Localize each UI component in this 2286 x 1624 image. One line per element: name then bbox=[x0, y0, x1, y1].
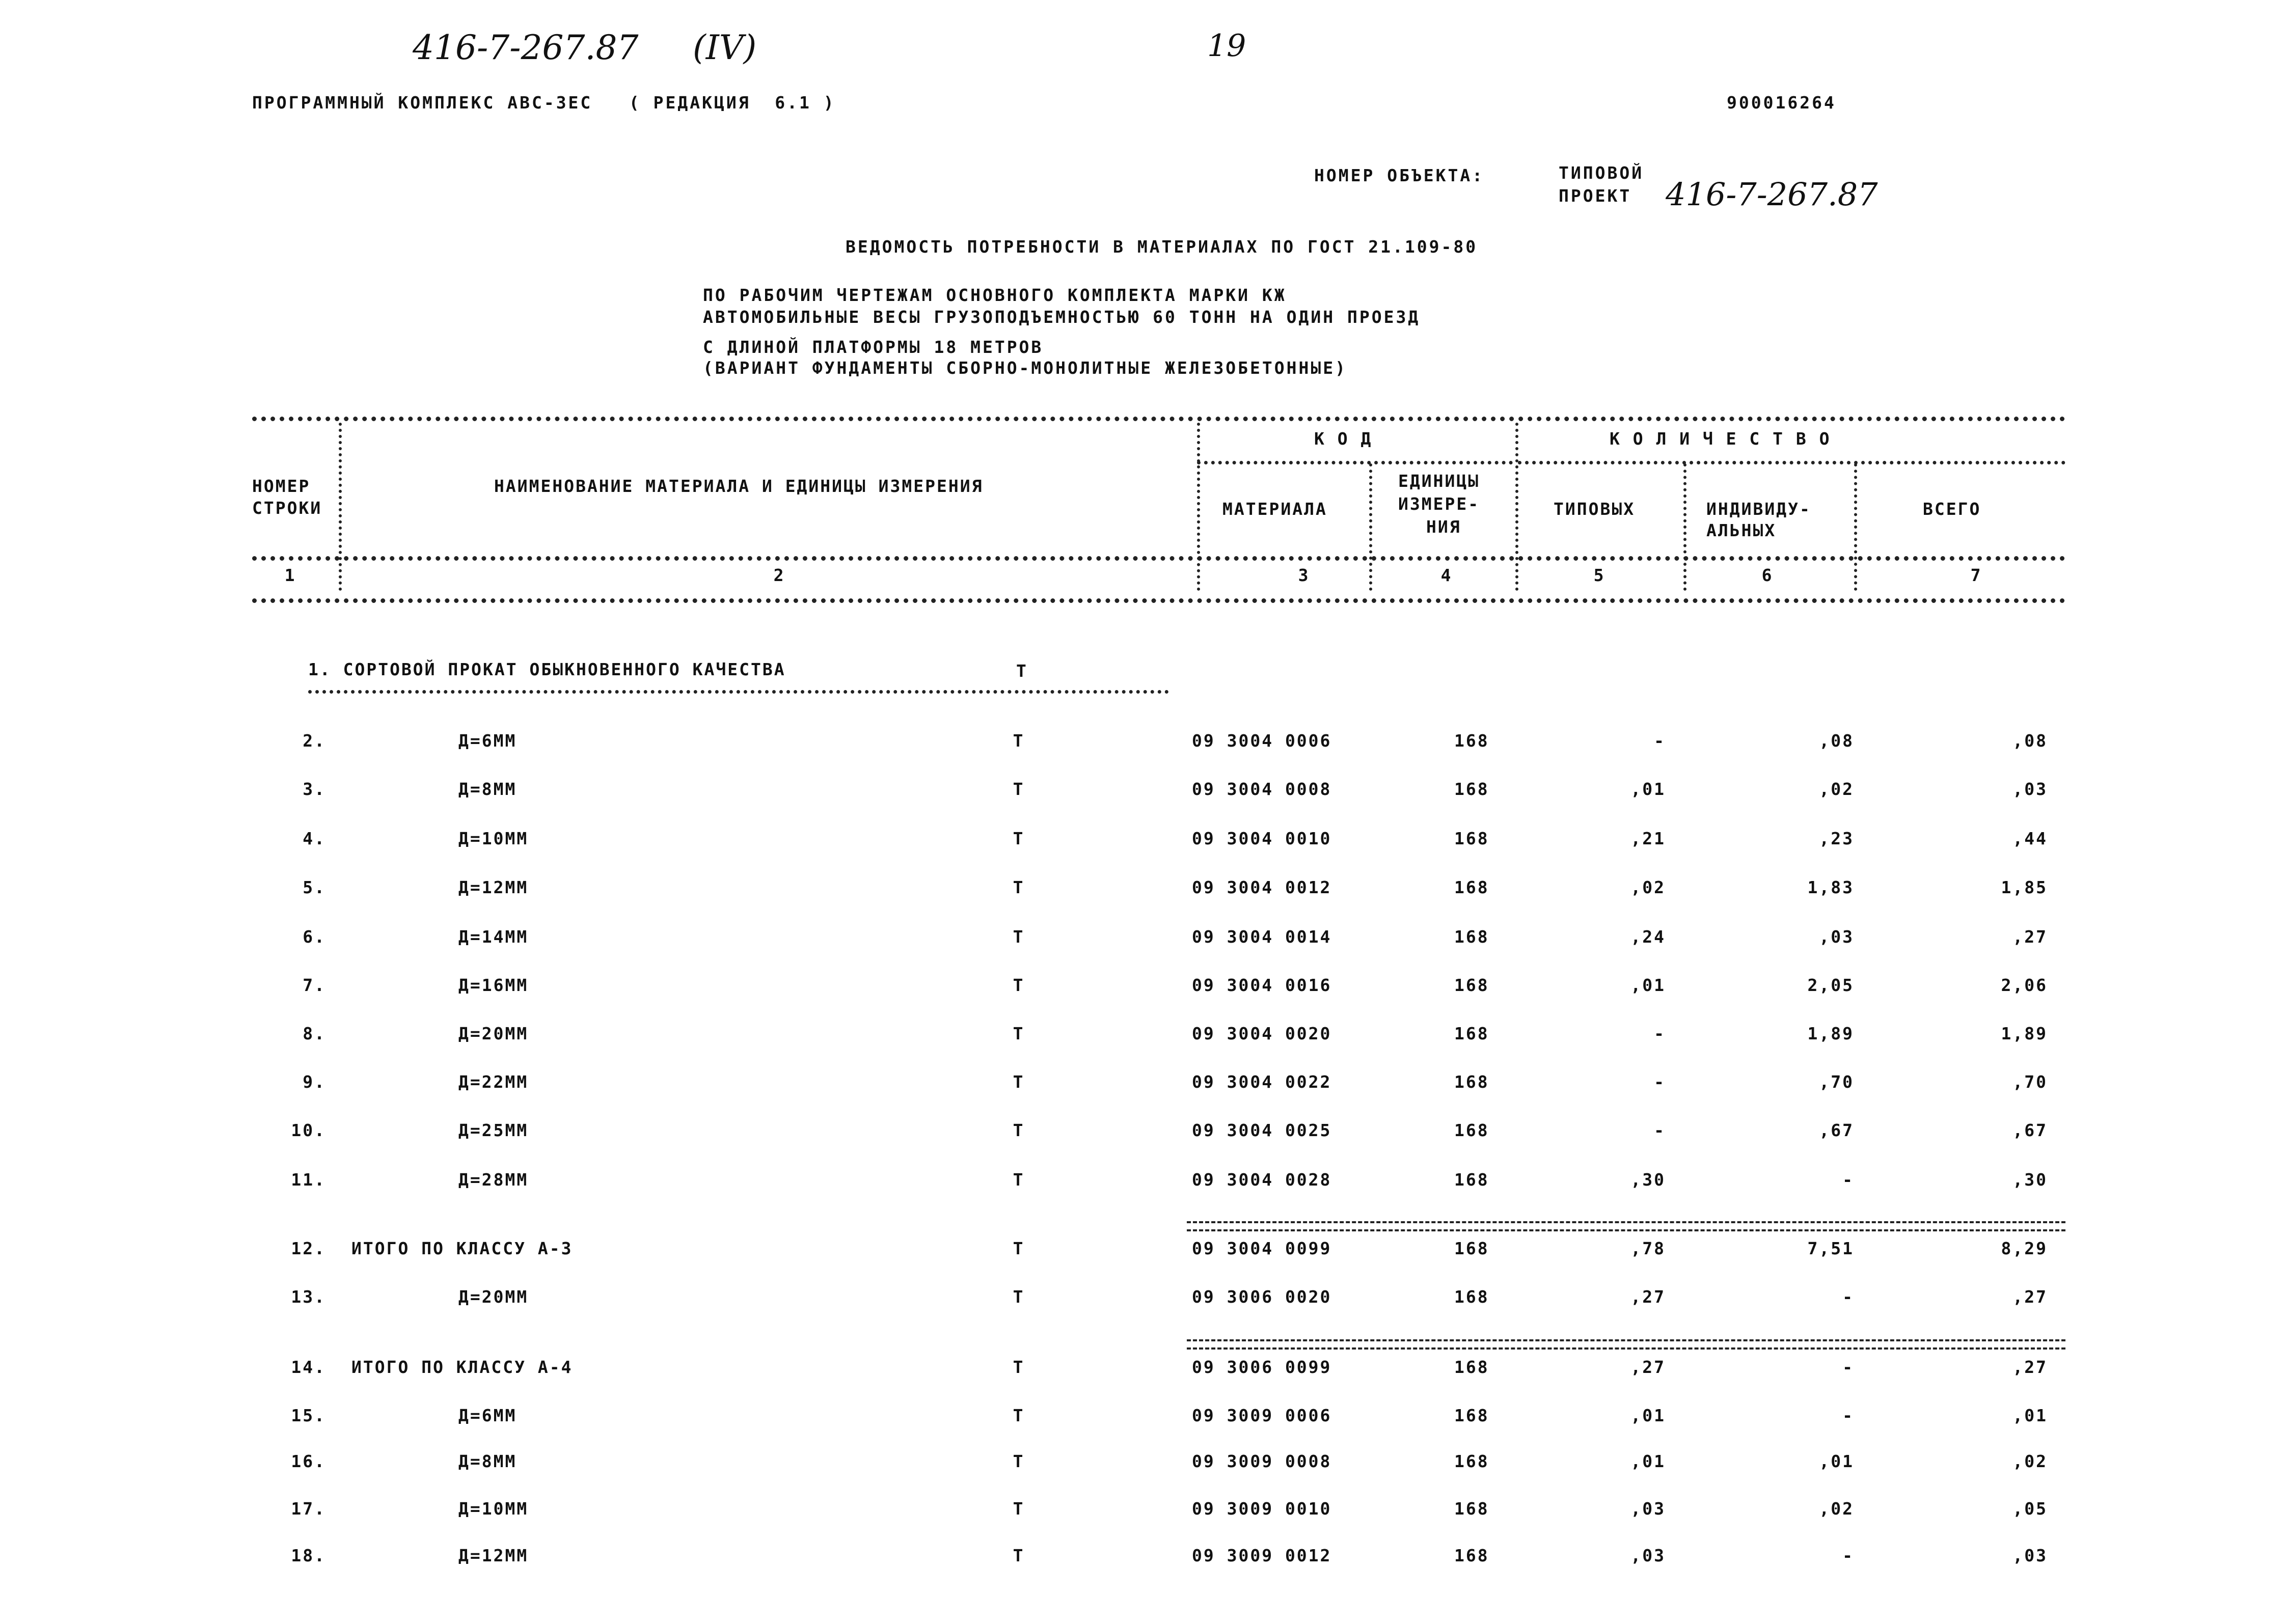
row-material-name: Д=8ММ bbox=[458, 779, 517, 799]
row-qty-typical: ,03 bbox=[1630, 1499, 1666, 1519]
row-qty-typical: ,01 bbox=[1630, 779, 1666, 799]
row-unit-code: 168 bbox=[1454, 1238, 1489, 1258]
row-qty-individual: ,70 bbox=[1819, 1072, 1854, 1092]
row-qty-total: ,27 bbox=[2012, 1357, 2048, 1377]
row-unit-code: 168 bbox=[1454, 1451, 1489, 1471]
row-material-code: 09 3009 0008 bbox=[1192, 1451, 1332, 1471]
code-subheader-rule bbox=[1197, 461, 1513, 464]
object-typical: ТИПОВОЙ bbox=[1559, 163, 1644, 183]
header-bottom-rule bbox=[252, 556, 2065, 561]
row-unit: Т bbox=[1013, 1238, 1025, 1258]
row-unit-code: 168 bbox=[1454, 1499, 1489, 1519]
section-underline bbox=[308, 690, 1169, 694]
row-unit: Т bbox=[1013, 927, 1025, 947]
row-material-code: 09 3009 0010 bbox=[1192, 1499, 1332, 1519]
row-material-code: 09 3004 0008 bbox=[1192, 779, 1332, 799]
object-label: НОМЕР ОБЪЕКТА: bbox=[1314, 166, 1485, 185]
row-qty-total: 1,85 bbox=[2001, 877, 2048, 897]
header-row-number-1: НОМЕР bbox=[252, 476, 311, 496]
row-unit: Т bbox=[1013, 1170, 1025, 1190]
row-qty-individual: - bbox=[1842, 1170, 1854, 1190]
row-qty-individual: 2,05 bbox=[1807, 975, 1854, 995]
handwritten-volume: (IV) bbox=[693, 28, 757, 67]
row-unit: Т bbox=[1013, 1120, 1025, 1140]
row-number: 16. bbox=[291, 1451, 326, 1471]
subtotal-separator bbox=[1187, 1339, 2065, 1350]
row-qty-total: ,03 bbox=[2012, 1546, 2048, 1565]
row-number: 7. bbox=[303, 975, 326, 995]
row-unit: Т bbox=[1013, 975, 1025, 995]
row-qty-individual: ,67 bbox=[1819, 1120, 1854, 1140]
row-material-code: 09 3004 0028 bbox=[1192, 1170, 1332, 1190]
row-qty-individual: ,08 bbox=[1819, 731, 1854, 751]
row-unit: Т bbox=[1013, 731, 1025, 751]
row-number: 6. bbox=[303, 927, 326, 947]
row-qty-total: ,27 bbox=[2012, 1287, 2048, 1307]
row-qty-individual: ,02 bbox=[1819, 1499, 1854, 1519]
row-qty-typical: ,30 bbox=[1630, 1170, 1666, 1190]
header-qty-individual-2: АЛЬНЫХ bbox=[1706, 520, 1777, 540]
header-code-material: МАТЕРИАЛА bbox=[1222, 499, 1327, 519]
column-numbers-rule bbox=[252, 598, 2065, 603]
row-number: 13. bbox=[291, 1287, 326, 1307]
row-material-code: 09 3004 0006 bbox=[1192, 731, 1332, 751]
object-project: ПРОЕКТ bbox=[1559, 186, 1632, 206]
row-number: 3. bbox=[303, 779, 326, 799]
row-qty-individual: - bbox=[1842, 1406, 1854, 1425]
row-number: 10. bbox=[291, 1120, 326, 1140]
row-unit: Т bbox=[1013, 1406, 1025, 1425]
row-material-name: Д=16ММ bbox=[458, 975, 529, 995]
row-qty-individual: - bbox=[1842, 1357, 1854, 1377]
object-handwritten-number: 416-7-267.87 bbox=[1666, 176, 1878, 213]
row-qty-typical: ,02 bbox=[1630, 877, 1666, 897]
column-number-6: 6 bbox=[1761, 565, 1774, 585]
row-qty-typical: ,21 bbox=[1630, 829, 1666, 848]
row-unit-code: 168 bbox=[1454, 1287, 1489, 1307]
row-qty-total: ,27 bbox=[2012, 927, 2048, 947]
row-qty-individual: ,03 bbox=[1819, 927, 1854, 947]
column-number-2: 2 bbox=[773, 565, 785, 585]
row-unit: Т bbox=[1013, 1357, 1025, 1377]
header-code: К О Д bbox=[1314, 429, 1373, 449]
header-qty-individual-1: ИНДИВИДУ- bbox=[1706, 499, 1811, 519]
row-number: 2. bbox=[303, 731, 326, 751]
document-title: ВЕДОМОСТЬ ПОТРЕБНОСТИ В МАТЕРИАЛАХ ПО ГОСТ 21.109-80 bbox=[846, 237, 1478, 257]
row-qty-individual: 1,83 bbox=[1807, 877, 1854, 897]
title-line-2: АВТОМОБИЛЬНЫЕ ВЕСЫ ГРУЗОПОДЪЕМНОСТЬЮ 60 ТОНН НА ОДИН ПРОЕЗД bbox=[703, 307, 1421, 327]
page-number: 19 bbox=[1207, 28, 1246, 64]
header-qty-typical: ТИПОВЫХ bbox=[1554, 499, 1636, 519]
row-material-code: 09 3006 0099 bbox=[1192, 1357, 1332, 1377]
row-qty-typical: - bbox=[1654, 1072, 1666, 1092]
column-divider bbox=[1197, 423, 1200, 591]
section-title: 1. СОРТОВОЙ ПРОКАТ ОБЫКНОВЕННОГО КАЧЕСТВА bbox=[308, 659, 786, 679]
row-material-code: 09 3004 0016 bbox=[1192, 975, 1332, 995]
row-qty-total: ,02 bbox=[2012, 1451, 2048, 1471]
row-number: 11. bbox=[291, 1170, 326, 1190]
row-number: 8. bbox=[303, 1024, 326, 1043]
row-material-name: Д=25ММ bbox=[458, 1120, 529, 1140]
row-qty-typical: ,27 bbox=[1630, 1357, 1666, 1377]
column-number-7: 7 bbox=[1970, 565, 1982, 585]
row-unit-code: 168 bbox=[1454, 1406, 1489, 1425]
row-material-name: Д=28ММ bbox=[458, 1170, 529, 1190]
header-code-unit-3: НИЯ bbox=[1426, 517, 1461, 537]
row-unit-code: 168 bbox=[1454, 731, 1489, 751]
row-material-name: Д=14ММ bbox=[458, 927, 529, 947]
row-qty-individual: - bbox=[1842, 1287, 1854, 1307]
row-unit-code: 168 bbox=[1454, 1120, 1489, 1140]
row-unit: Т bbox=[1013, 1287, 1025, 1307]
row-qty-total: ,03 bbox=[2012, 779, 2048, 799]
column-number-5: 5 bbox=[1593, 565, 1605, 585]
header-material-name: НАИМЕНОВАНИЕ МАТЕРИАЛА И ЕДИНИЦЫ ИЗМЕРЕНИЯ bbox=[494, 476, 984, 496]
column-number-4: 4 bbox=[1440, 565, 1453, 585]
row-material-code: 09 3009 0012 bbox=[1192, 1546, 1332, 1565]
row-qty-typical: - bbox=[1654, 731, 1666, 751]
row-number: 9. bbox=[303, 1072, 326, 1092]
row-unit: Т bbox=[1013, 1072, 1025, 1092]
row-qty-typical: ,01 bbox=[1630, 1451, 1666, 1471]
row-qty-total: ,30 bbox=[2012, 1170, 2048, 1190]
row-unit: Т bbox=[1013, 1024, 1025, 1043]
program-line: ПРОГРАММНЫЙ КОМПЛЕКС АВС-ЗЕС ( РЕДАКЦИЯ 6.1 ) bbox=[252, 93, 836, 113]
row-material-name: ИТОГО ПО КЛАССУ А-4 bbox=[351, 1357, 573, 1377]
handwritten-project-number: 416-7-267.87 bbox=[413, 28, 639, 67]
row-unit-code: 168 bbox=[1454, 1072, 1489, 1092]
row-material-code: 09 3006 0020 bbox=[1192, 1287, 1332, 1307]
header-code-unit-2: ИЗМЕРЕ- bbox=[1398, 494, 1480, 514]
row-qty-total: 1,89 bbox=[2001, 1024, 2048, 1043]
row-material-name: Д=22ММ bbox=[458, 1072, 529, 1092]
row-qty-typical: ,27 bbox=[1630, 1287, 1666, 1307]
row-material-name: Д=10ММ bbox=[458, 1499, 529, 1519]
row-material-name: Д=12ММ bbox=[458, 877, 529, 897]
row-material-name: Д=20ММ bbox=[458, 1024, 529, 1043]
title-line-3: С ДЛИНОЙ ПЛАТФОРМЫ 18 МЕТРОВ bbox=[703, 337, 1044, 357]
row-qty-typical: ,01 bbox=[1630, 975, 1666, 995]
row-material-code: 09 3004 0014 bbox=[1192, 927, 1332, 947]
column-divider bbox=[1683, 463, 1686, 591]
row-unit-code: 168 bbox=[1454, 1357, 1489, 1377]
row-qty-total: ,08 bbox=[2012, 731, 2048, 751]
row-qty-total: ,67 bbox=[2012, 1120, 2048, 1140]
row-qty-individual: ,23 bbox=[1819, 829, 1854, 848]
row-number: 4. bbox=[303, 829, 326, 848]
row-qty-individual: - bbox=[1842, 1546, 1854, 1565]
header-qty-total: ВСЕГО bbox=[1923, 499, 1981, 519]
row-unit-code: 168 bbox=[1454, 1170, 1489, 1190]
row-material-name: Д=10ММ bbox=[458, 829, 529, 848]
row-material-code: 09 3004 0099 bbox=[1192, 1238, 1332, 1258]
row-unit: Т bbox=[1013, 877, 1025, 897]
row-unit-code: 168 bbox=[1454, 877, 1489, 897]
row-qty-typical: - bbox=[1654, 1120, 1666, 1140]
row-unit-code: 168 bbox=[1454, 1024, 1489, 1043]
row-qty-total: ,70 bbox=[2012, 1072, 2048, 1092]
header-code-unit-1: ЕДИНИЦЫ bbox=[1398, 471, 1480, 491]
row-material-name: ИТОГО ПО КЛАССУ А-3 bbox=[351, 1238, 573, 1258]
row-material-code: 09 3004 0012 bbox=[1192, 877, 1332, 897]
row-material-code: 09 3004 0010 bbox=[1192, 829, 1332, 848]
row-unit: Т bbox=[1013, 1546, 1025, 1565]
row-unit: Т bbox=[1013, 829, 1025, 848]
row-number: 5. bbox=[303, 877, 326, 897]
row-qty-individual: 7,51 bbox=[1807, 1238, 1854, 1258]
title-line-1: ПО РАБОЧИМ ЧЕРТЕЖАМ ОСНОВНОГО КОМПЛЕКТА МАРКИ КЖ bbox=[703, 285, 1287, 305]
row-qty-individual: 1,89 bbox=[1807, 1024, 1854, 1043]
row-qty-typical: ,78 bbox=[1630, 1238, 1666, 1258]
row-qty-total: ,01 bbox=[2012, 1406, 2048, 1425]
column-number-1: 1 bbox=[284, 565, 296, 585]
row-unit-code: 168 bbox=[1454, 975, 1489, 995]
column-divider bbox=[339, 423, 342, 591]
row-material-name: Д=6ММ bbox=[458, 1406, 517, 1425]
row-qty-total: 2,06 bbox=[2001, 975, 2048, 995]
row-qty-total: ,44 bbox=[2012, 829, 2048, 848]
title-line-4: (ВАРИАНТ ФУНДАМЕНТЫ СБОРНО-МОНОЛИТНЫЕ ЖЕЛЕЗОБЕТОННЫЕ) bbox=[703, 358, 1347, 378]
row-qty-total: 8,29 bbox=[2001, 1238, 2048, 1258]
header-quantity: К О Л И Ч Е С Т В О bbox=[1610, 429, 1831, 449]
table-top-rule bbox=[252, 417, 2065, 421]
row-material-name: Д=8ММ bbox=[458, 1451, 517, 1471]
subtotal-separator bbox=[1187, 1221, 2065, 1231]
row-material-code: 09 3009 0006 bbox=[1192, 1406, 1332, 1425]
row-unit-code: 168 bbox=[1454, 1546, 1489, 1565]
column-divider bbox=[1515, 423, 1518, 591]
qty-subheader-rule bbox=[1518, 461, 2065, 464]
row-material-name: Д=6ММ bbox=[458, 731, 517, 751]
column-number-3: 3 bbox=[1298, 565, 1310, 585]
row-unit: Т bbox=[1013, 1451, 1025, 1471]
row-number: 14. bbox=[291, 1357, 326, 1377]
row-qty-typical: ,03 bbox=[1630, 1546, 1666, 1565]
row-qty-individual: ,01 bbox=[1819, 1451, 1854, 1471]
doc-code: 900016264 bbox=[1727, 93, 1836, 113]
row-material-name: Д=20ММ bbox=[458, 1287, 529, 1307]
row-unit-code: 168 bbox=[1454, 829, 1489, 848]
row-qty-total: ,05 bbox=[2012, 1499, 2048, 1519]
row-material-name: Д=12ММ bbox=[458, 1546, 529, 1565]
row-number: 12. bbox=[291, 1238, 326, 1258]
row-number: 18. bbox=[291, 1546, 326, 1565]
column-divider bbox=[1369, 463, 1372, 591]
row-material-code: 09 3004 0020 bbox=[1192, 1024, 1332, 1043]
column-divider bbox=[1854, 463, 1857, 591]
row-qty-typical: ,24 bbox=[1630, 927, 1666, 947]
row-number: 15. bbox=[291, 1406, 326, 1425]
row-qty-typical: - bbox=[1654, 1024, 1666, 1043]
row-unit-code: 168 bbox=[1454, 779, 1489, 799]
row-material-code: 09 3004 0022 bbox=[1192, 1072, 1332, 1092]
row-material-code: 09 3004 0025 bbox=[1192, 1120, 1332, 1140]
row-qty-typical: ,01 bbox=[1630, 1406, 1666, 1425]
row-unit: Т bbox=[1013, 779, 1025, 799]
row-number: 17. bbox=[291, 1499, 326, 1519]
row-qty-individual: ,02 bbox=[1819, 779, 1854, 799]
row-unit-code: 168 bbox=[1454, 927, 1489, 947]
section-unit: Т bbox=[1016, 661, 1028, 681]
row-unit: Т bbox=[1013, 1499, 1025, 1519]
header-row-number-2: СТРОКИ bbox=[252, 498, 322, 518]
